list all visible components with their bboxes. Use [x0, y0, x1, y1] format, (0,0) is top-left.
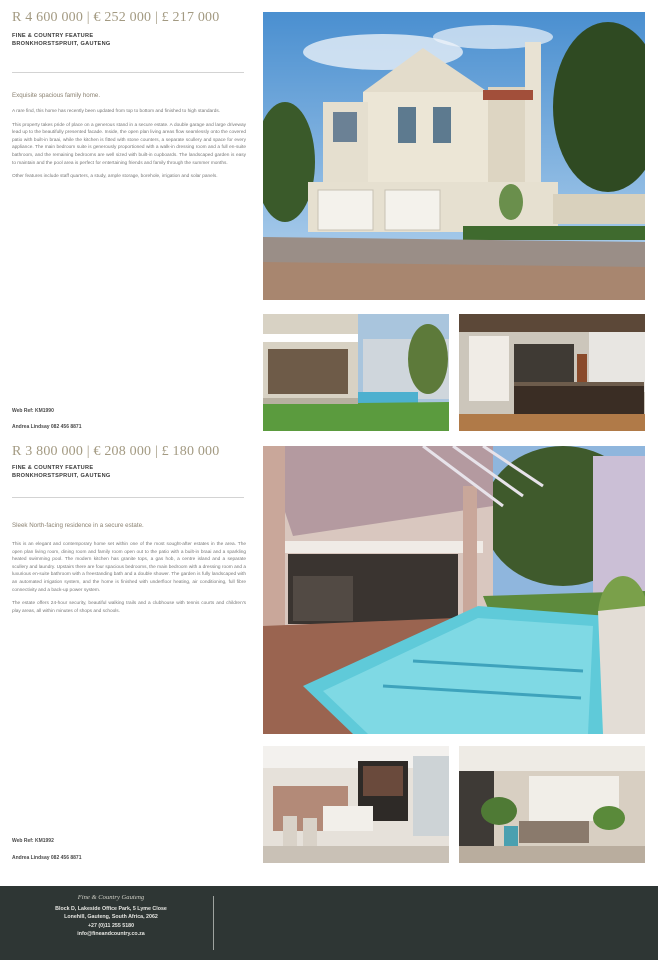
listing-1-price: R 4 600 000 | € 252 000 | £ 217 000	[12, 10, 220, 25]
listing-2-agent-contact: Andrea Lindsay 082 456 8871	[12, 855, 82, 861]
listing-2-divider	[12, 497, 244, 498]
listing-1-photo-kitchen	[459, 314, 645, 431]
footer-office-details	[20, 894, 202, 939]
listing-1-paragraph: This property takes pride of place on a generous stand in a secure estate. A double garage and large driveway lead up to the beautifully presented facade. Inside, the open plan living areas flow seamlessly onto the covered patio with built-in braai, while the kitchen is fitted with stone counters, a separate scullery and space for every appliance. The main bedroom suite is generously proportioned with a walk-in dressing room and a full en-suite bathroom, and the remaining bedrooms are well sized with built-in cupboards. The landscaped garden is easy to maintain and the pool area is perfect for entertaining friends and family through the summer months.	[12, 122, 246, 166]
listing-2-location: BRONKHORSTSPRUIT, GAUTENG	[12, 472, 111, 479]
listing-2-photo-lounge	[263, 746, 449, 863]
footer-address-line: Lonehill, Gauteng, South Africa, 2062	[64, 914, 158, 921]
listing-2-web-ref: Web Ref: KM1992	[12, 838, 54, 844]
listing-1-divider	[12, 72, 244, 73]
listing-1-category-block	[12, 33, 111, 48]
listing-2-category: FINE & COUNTRY FEATURE	[12, 465, 94, 471]
listing-1-web-ref: Web Ref: KM1990	[12, 408, 54, 414]
listing-1-headline: Exquisite spacious family home.	[12, 92, 101, 99]
footer	[0, 886, 658, 960]
footer-brand: Fine & Country Gauteng	[77, 894, 145, 901]
footer-email[interactable]: info@fineandcountry.co.za	[77, 931, 145, 938]
footer-divider	[213, 896, 214, 950]
listing-2-headline: Sleek North-facing residence in a secure estate.	[12, 522, 144, 529]
listing-1-photo-pool	[263, 314, 449, 431]
listing-1-agent-contact: Andrea Lindsay 082 456 8871	[12, 424, 82, 430]
footer-address-line: Block D, Lakeside Office Park, 5 Lyme Close	[55, 906, 167, 912]
listing-1-paragraph: Other features include staff quarters, a study, ample storage, borehole, irrigation and solar panels.	[12, 174, 218, 180]
listing-1-category: FINE & COUNTRY FEATURE	[12, 33, 94, 39]
footer-phone[interactable]: +27 (0)11 255 5180	[87, 922, 135, 929]
listing-2-price: R 3 800 000 | € 208 000 | £ 180 000	[12, 444, 220, 459]
listing-2-body	[12, 541, 246, 615]
listing-2-category-block	[12, 465, 111, 480]
listing-2-paragraph: The estate offers 24-hour security, beautiful walking trails and a clubhouse with tennis courts and children's play areas, all within minutes of shops and schools.	[12, 601, 246, 614]
listing-1-location: BRONKHORSTSPRUIT, GAUTENG	[12, 40, 111, 47]
listing-2-main-photo	[263, 446, 645, 734]
listing-2-photo-living	[459, 746, 645, 863]
listing-1-paragraph: A rare find, this home has recently been updated from top to bottom and finished to high standards.	[12, 109, 221, 114]
listing-1-main-photo	[263, 12, 645, 300]
listing-1-body	[12, 108, 246, 181]
listing-2-paragraph: This is an elegant and contemporary home set within one of the most sought-after estates in the area. The open plan living room, dining room and family room open out to the patio with a built-in braai and a sparkling heated swimming pool. The modern kitchen has granite tops, a gas hob, a centre island and a separate scullery and laundry. Upstairs there are four spacious bedrooms, the main bedroom with a dressing room and a luxurious en-suite bathroom with a freestanding bath and a double shower. The garden is fully landscaped with an automated irrigation system, and the home is finished with underfloor heating, air conditioning, full fibre connectivity and a back-up power system.	[12, 542, 246, 593]
